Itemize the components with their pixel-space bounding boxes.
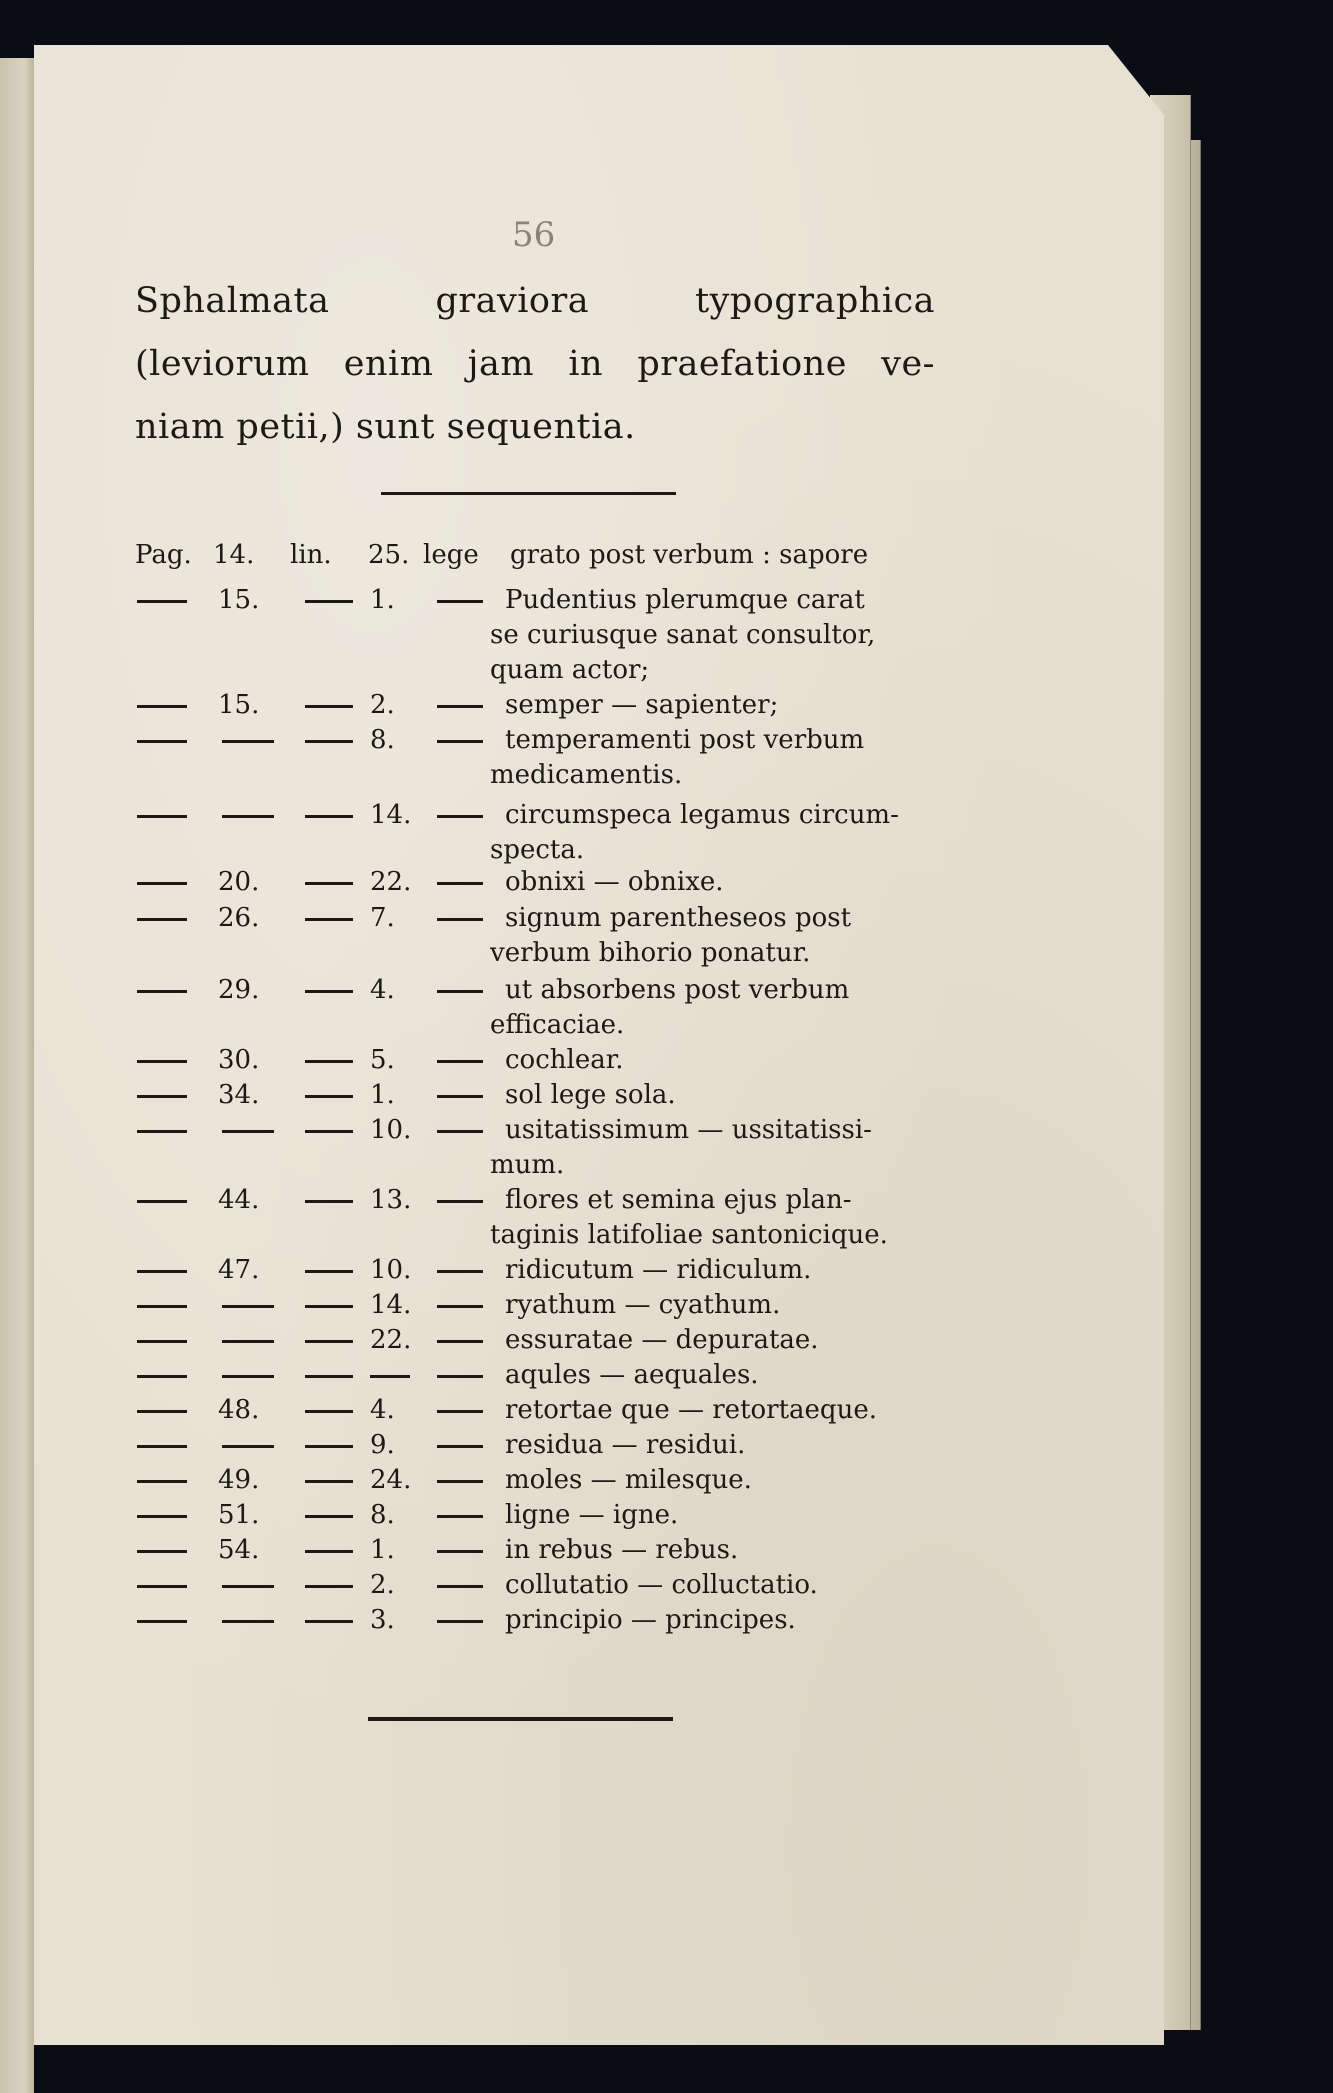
ditto-dash — [305, 600, 353, 603]
ditto-dash — [437, 1410, 483, 1413]
line-ref: 1. — [370, 1080, 395, 1110]
ditto-dash — [437, 1620, 483, 1623]
correction-text: se curiusque sanat consultor, — [490, 620, 876, 650]
ditto-dash — [305, 1375, 353, 1378]
ditto-dash — [305, 1410, 353, 1413]
ditto-dash — [222, 815, 274, 818]
ditto-dash — [370, 1375, 410, 1378]
heading-line: niam petii,) sunt sequentia. — [135, 407, 636, 447]
ditto-dash — [305, 990, 353, 993]
heading — [135, 270, 935, 459]
line-ref: 1. — [370, 1535, 395, 1565]
ditto-dash — [437, 882, 483, 885]
ditto-dash — [222, 1130, 274, 1133]
line-ref: 9. — [370, 1430, 395, 1460]
correction-text: grato post verbum : sapore — [510, 540, 869, 570]
ditto-dash — [137, 1305, 187, 1308]
ditto-dash — [137, 882, 187, 885]
correction-text: efficaciae. — [490, 1010, 625, 1040]
ditto-dash — [305, 1340, 353, 1343]
ditto-dash — [137, 1585, 187, 1588]
lin-label: lin. — [290, 540, 332, 570]
line-ref: 13. — [370, 1185, 412, 1215]
line-ref: 7. — [370, 903, 395, 933]
correction-text: Pudentius plerumque carat — [505, 585, 865, 615]
ditto-dash — [137, 815, 187, 818]
ditto-dash — [137, 918, 187, 921]
ditto-dash — [137, 740, 187, 743]
correction-text: specta. — [490, 835, 585, 865]
correction-text: aqules — aequales. — [505, 1360, 759, 1390]
ditto-dash — [437, 1130, 483, 1133]
ditto-dash — [137, 1340, 187, 1343]
ditto-dash — [437, 1270, 483, 1273]
ditto-dash — [137, 1095, 187, 1098]
ditto-dash — [437, 1550, 483, 1553]
correction-text: quam actor; — [490, 655, 650, 685]
page-ref: 30. — [218, 1045, 260, 1075]
ditto-dash — [437, 740, 483, 743]
page-ref: 44. — [218, 1185, 260, 1215]
line-ref: 10. — [370, 1255, 412, 1285]
ditto-dash — [437, 1060, 483, 1063]
correction-text: usitatissimum — ussitatissi- — [505, 1115, 872, 1145]
correction-text: semper — sapienter; — [505, 690, 779, 720]
correction-text: sol lege sola. — [505, 1080, 676, 1110]
ditto-dash — [137, 1480, 187, 1483]
ditto-dash — [305, 918, 353, 921]
ditto-dash — [305, 1305, 353, 1308]
heading-line: (leviorum enim jam in praefatione ve- — [135, 344, 935, 384]
line-ref: 8. — [370, 1500, 395, 1530]
ditto-dash — [437, 990, 483, 993]
divider-rule — [381, 492, 676, 495]
line-ref: 14. — [370, 800, 412, 830]
ditto-dash — [305, 1130, 353, 1133]
ditto-dash — [305, 815, 353, 818]
ditto-dash — [137, 600, 187, 603]
ditto-dash — [437, 1095, 483, 1098]
ditto-dash — [222, 1305, 274, 1308]
correction-text: flores et semina ejus plan- — [505, 1185, 852, 1215]
ditto-dash — [137, 1200, 187, 1203]
ditto-dash — [222, 1585, 274, 1588]
line-ref: 2. — [370, 690, 395, 720]
line-ref: 5. — [370, 1045, 395, 1075]
ditto-dash — [137, 1620, 187, 1623]
ditto-dash — [437, 1585, 483, 1588]
ditto-dash — [437, 1445, 483, 1448]
correction-text: obnixi — obnixe. — [505, 867, 724, 897]
correction-text: signum parentheseos post — [505, 903, 852, 933]
ditto-dash — [437, 815, 483, 818]
ditto-dash — [437, 1480, 483, 1483]
line-ref: 4. — [370, 975, 395, 1005]
page-ref: 15. — [218, 585, 260, 615]
ditto-dash — [305, 1445, 353, 1448]
ditto-dash — [437, 1515, 483, 1518]
line-ref: 3. — [370, 1605, 395, 1635]
page-ref: 15. — [218, 690, 260, 720]
correction-text: circumspeca legamus circum- — [505, 800, 899, 830]
correction-text: ligne — igne. — [505, 1500, 679, 1530]
ditto-dash — [137, 1060, 187, 1063]
ditto-dash — [137, 1130, 187, 1133]
ditto-dash — [437, 1375, 483, 1378]
ditto-dash — [137, 990, 187, 993]
ditto-dash — [137, 1270, 187, 1273]
line-ref: 8. — [370, 725, 395, 755]
ditto-dash — [222, 740, 274, 743]
ditto-dash — [305, 1515, 353, 1518]
lin-value: 25. — [368, 540, 410, 570]
correction-text: mum. — [490, 1150, 565, 1180]
pag-value: 14. — [213, 540, 255, 570]
correction-text: residua — residui. — [505, 1430, 746, 1460]
correction-text: retortae que — retortaeque. — [505, 1395, 877, 1425]
ditto-dash — [137, 1410, 187, 1413]
ditto-dash — [437, 600, 483, 603]
correction-text: principio — principes. — [505, 1605, 796, 1635]
ditto-dash — [305, 1270, 353, 1273]
correction-text: ut absorbens post verbum — [505, 975, 850, 1005]
ditto-dash — [137, 1515, 187, 1518]
line-ref: 24. — [370, 1465, 412, 1495]
correction-text: in rebus — rebus. — [505, 1535, 739, 1565]
ditto-dash — [305, 1620, 353, 1623]
ditto-dash — [305, 882, 353, 885]
ditto-dash — [137, 705, 187, 708]
ditto-dash — [437, 1305, 483, 1308]
ditto-dash — [222, 1375, 274, 1378]
ditto-dash — [222, 1340, 274, 1343]
ditto-dash — [437, 1200, 483, 1203]
pag-label: Pag. — [135, 540, 192, 570]
correction-text: cochlear. — [505, 1045, 624, 1075]
ditto-dash — [305, 1095, 353, 1098]
heading-line: Sphalmata graviora typographica — [135, 281, 935, 321]
lege-label: lege — [423, 540, 479, 570]
page-ref: 49. — [218, 1465, 260, 1495]
ditto-dash — [305, 740, 353, 743]
ditto-dash — [437, 918, 483, 921]
line-ref: 1. — [370, 585, 395, 615]
ditto-dash — [305, 1480, 353, 1483]
line-ref: 2. — [370, 1570, 395, 1600]
correction-text: collutatio — colluctatio. — [505, 1570, 818, 1600]
ditto-dash — [305, 1550, 353, 1553]
correction-text: temperamenti post verbum — [505, 725, 865, 755]
page-ref: 20. — [218, 867, 260, 897]
divider-rule — [368, 1717, 673, 1721]
correction-text: essuratae — depuratae. — [505, 1325, 819, 1355]
line-ref: 22. — [370, 1325, 412, 1355]
facing-page-edge — [0, 58, 34, 2093]
correction-text: taginis latifoliae santonicique. — [490, 1220, 888, 1250]
correction-text: medicamentis. — [490, 760, 683, 790]
ditto-dash — [437, 1340, 483, 1343]
ditto-dash — [222, 1445, 274, 1448]
line-ref: 14. — [370, 1290, 412, 1320]
ditto-dash — [222, 1620, 274, 1623]
page-ref: 34. — [218, 1080, 260, 1110]
page-number: 56 — [512, 215, 556, 255]
correction-text: ridicutum — ridiculum. — [505, 1255, 812, 1285]
page-ref: 54. — [218, 1535, 260, 1565]
ditto-dash — [137, 1550, 187, 1553]
ditto-dash — [137, 1445, 187, 1448]
page-ref: 26. — [218, 903, 260, 933]
ditto-dash — [305, 1200, 353, 1203]
ditto-dash — [305, 705, 353, 708]
page-ref: 29. — [218, 975, 260, 1005]
page-ref: 51. — [218, 1500, 260, 1530]
ditto-dash — [137, 1375, 187, 1378]
correction-text: ryathum — cyathum. — [505, 1290, 781, 1320]
page-ref: 48. — [218, 1395, 260, 1425]
ditto-dash — [305, 1060, 353, 1063]
page-ref: 47. — [218, 1255, 260, 1285]
line-ref: 4. — [370, 1395, 395, 1425]
correction-text: verbum bihorio ponatur. — [490, 938, 811, 968]
ditto-dash — [305, 1585, 353, 1588]
ditto-dash — [437, 705, 483, 708]
line-ref: 10. — [370, 1115, 412, 1145]
correction-text: moles — milesque. — [505, 1465, 752, 1495]
line-ref: 22. — [370, 867, 412, 897]
